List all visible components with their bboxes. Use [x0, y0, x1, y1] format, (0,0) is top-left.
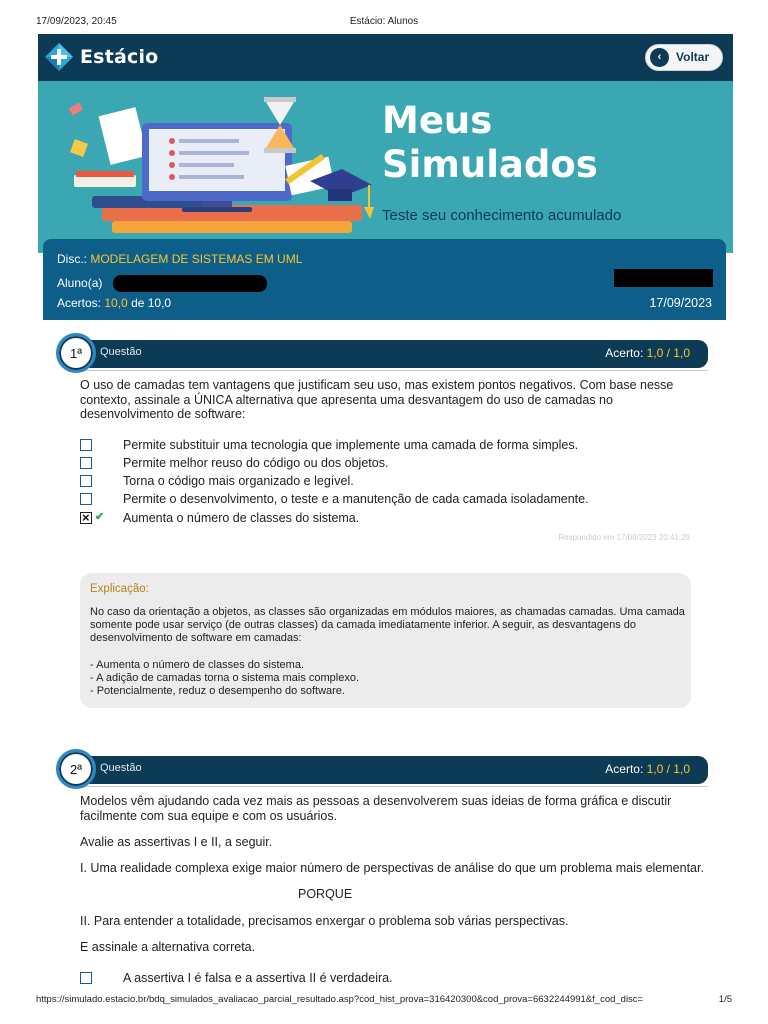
- question-1-option[interactable]: [80, 456, 700, 472]
- student-row: [57, 276, 102, 290]
- question-score: [605, 762, 690, 776]
- exam-info-card: [43, 239, 726, 320]
- student-label: Aluno(a): [57, 276, 103, 290]
- explanation-title: Explicação:: [90, 583, 149, 595]
- answered-timestamp: Respondido em 17/09/2023 20:41:29: [558, 533, 690, 542]
- print-page-number: 1/5: [718, 994, 732, 1005]
- study-illustration: [52, 93, 382, 253]
- print-url: https://simulado.estacio.br/bdq_simulados_avaliacao_parcial_resultado.asp?cod_hist_prova=316420300&cod_prova=6632244991&f_cod_disc=: [36, 994, 644, 1005]
- hero-title: [382, 99, 598, 187]
- question-1-header: [56, 339, 708, 371]
- question-2-instruction: Avalie as assertivas I e II, a seguir.: [80, 835, 273, 849]
- option-text: Permite melhor reuso do código ou dos objetos.: [123, 456, 389, 470]
- redacted-student-id: [614, 269, 713, 287]
- question-1-option[interactable]: [80, 492, 700, 508]
- exam-date: 17/09/2023: [649, 296, 712, 310]
- explanation-item: - Aumenta o número de classes do sistema.: [90, 658, 304, 671]
- option-checkbox-checked[interactable]: [80, 512, 92, 524]
- top-navbar: [38, 34, 733, 81]
- option-text: Torna o código mais organizado e legível.: [123, 474, 354, 488]
- correct-check-icon: ✔: [95, 511, 105, 523]
- discipline-row: [57, 252, 302, 266]
- question-score: [605, 346, 690, 360]
- discipline-label: Disc.:: [57, 252, 87, 266]
- option-text: Permite o desenvolvimento, o teste e a manutenção de cada camada isoladamente.: [123, 492, 589, 506]
- hero-banner: [38, 81, 733, 253]
- hero-title-line1: Meus: [382, 99, 493, 142]
- option-checkbox[interactable]: [80, 457, 92, 469]
- score-label: Acerto:: [605, 762, 644, 776]
- score-value: 1,0 / 1,0: [646, 346, 690, 360]
- print-datetime: 17/09/2023, 20:45: [36, 16, 117, 27]
- question-header-underline: [70, 786, 708, 787]
- explanation-body: [90, 606, 685, 698]
- question-1-option[interactable]: [80, 474, 700, 490]
- back-button[interactable]: [645, 44, 723, 71]
- hero-title-line2: Simulados: [382, 143, 598, 186]
- question-2-option[interactable]: [80, 971, 700, 987]
- option-text: A assertiva I é falsa e a assertiva II é verdadeira.: [123, 971, 393, 985]
- question-1-option-selected[interactable]: [80, 511, 700, 527]
- option-text: Aumenta o número de classes do sistema.: [123, 511, 360, 525]
- back-button-label: Voltar: [676, 50, 710, 64]
- option-checkbox[interactable]: [80, 475, 92, 487]
- redacted-student-name: [113, 275, 267, 292]
- explanation-box: [80, 573, 691, 708]
- hits-label: Acertos:: [57, 296, 102, 310]
- hits-row: [57, 296, 171, 310]
- print-header: [36, 16, 732, 30]
- print-page-title: Estácio: Alunos: [349, 16, 419, 27]
- question-number-badge: [56, 333, 96, 373]
- discipline-value: MODELAGEM DE SISTEMAS EM UML: [90, 252, 303, 266]
- question-2-closing: E assinale a alternativa correta.: [80, 940, 256, 954]
- question-1-option[interactable]: [80, 438, 700, 454]
- print-footer: [36, 994, 732, 1008]
- hits-total: de 10,0: [131, 296, 172, 310]
- question-label: Questão: [100, 762, 142, 774]
- estacio-logo-icon: [44, 42, 74, 72]
- question-2-assertion-1: I. Uma realidade complexa exige maior número de perspectivas de análise do que um problema mais elementar.: [80, 861, 704, 875]
- option-checkbox[interactable]: [80, 972, 92, 984]
- option-text: Permite substituir uma tecnologia que implemente uma camada de forma simples.: [123, 438, 579, 452]
- question-number: 2ª: [69, 762, 83, 777]
- brand-name: Estácio: [80, 46, 159, 68]
- explanation-item: - Potencialmente, reduz o desempenho do software.: [90, 685, 345, 698]
- option-checkbox[interactable]: [80, 493, 92, 505]
- question-header-underline: [70, 370, 708, 371]
- question-2-porque: PORQUE: [298, 887, 353, 901]
- explanation-item: - A adição de camadas torna o sistema mais complexo.: [90, 671, 360, 684]
- question-number: 1ª: [69, 346, 83, 361]
- question-1-statement: O uso de camadas tem vantagens que justificam seu uso, mas existem pontos negativos. Com base nesse contexto, assinale a ÚNICA alternativa que apresenta uma desvantagem do uso de camadas no desenvolvimento de software:: [80, 378, 674, 421]
- hits-value: 10,0: [104, 296, 128, 310]
- question-2-statement: Modelos vêm ajudando cada vez mais as pessoas a desenvolverem suas ideias de forma gráfica e discutir facilmente com sua equipe e com os usuários.: [80, 794, 672, 823]
- question-label: Questão: [100, 346, 142, 358]
- score-label: Acerto:: [605, 346, 644, 360]
- explanation-paragraph: No caso da orientação a objetos, as classes são organizadas em módulos maiores, as chamadas camadas. Uma camada somente pode usar serviço (de outras classes) da camada imediatamente inferior. A seguir, as desvantagens do desenvolvimento de software em camadas:: [90, 606, 685, 645]
- estacio-logo[interactable]: [44, 42, 184, 74]
- question-number-badge: [56, 749, 96, 789]
- score-value: 1,0 / 1,0: [646, 762, 690, 776]
- question-2-assertion-2: II. Para entender a totalidade, precisamos enxergar o problema sob várias perspectivas.: [80, 914, 569, 928]
- hero-subtitle: Teste seu conhecimento acumulado: [382, 207, 622, 224]
- option-checkbox[interactable]: [80, 439, 92, 451]
- question-2-header: [56, 755, 708, 787]
- chevron-left-icon: ‹: [650, 48, 669, 67]
